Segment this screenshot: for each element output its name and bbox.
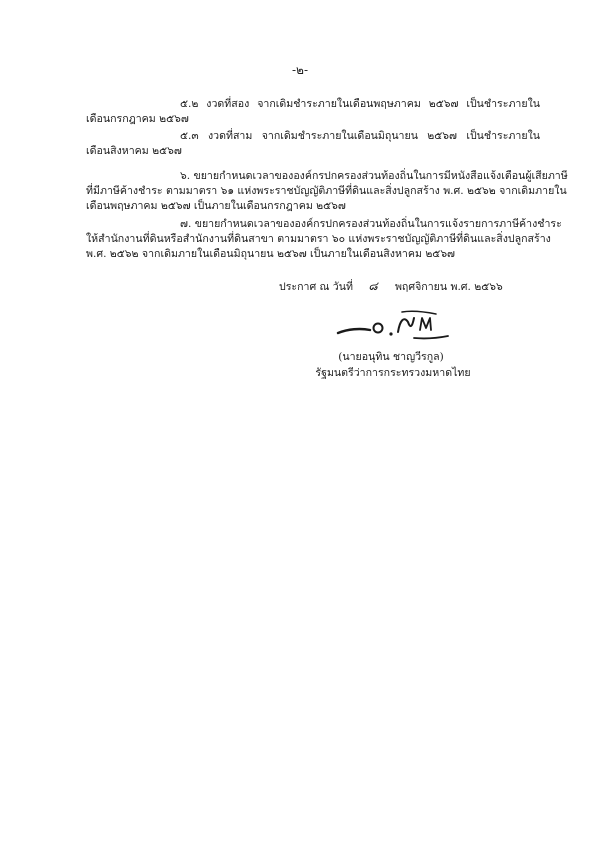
announcement-date	[279, 277, 503, 296]
clause-6	[86, 169, 568, 214]
clause-5-3	[86, 129, 540, 159]
clause-line: ๕.๓ งวดที่สาม จากเดิมชำระภายในเดือนมิถุนายน ๒๕๖๗ เป็นชำระภายใน	[180, 130, 540, 142]
clause-line: ให้สำนักงานที่ดินหรือสำนักงานที่ดินสาขา ตามมาตรา ๖๐ แห่งพระราชบัญญัติภาษีที่ดินและสิ่งปลูกสร้าง	[86, 233, 551, 245]
signatory-name: (นายอนุทิน ชาญวีรกูล)	[338, 351, 444, 363]
page-number: -๒-	[291, 63, 309, 77]
clause-line: ๕.๒ งวดที่สอง จากเดิมชำระภายในเดือนพฤษภาคม ๒๕๖๗ เป็นชำระภายใน	[180, 98, 540, 110]
clause-line: ๗. ขยายกำหนดเวลาขององค์กรปกครองส่วนท้องถิ่นในการแจ้งรายการภาษีค้างชำระ	[180, 218, 562, 230]
clause-7	[86, 217, 562, 262]
clause-line: เดือนพฤษภาคม ๒๕๖๗ เป็นภายในเดือนกรกฎาคม ๒๕๖๗	[86, 200, 346, 212]
date-day: ๘	[368, 279, 378, 293]
date-prefix: ประกาศ ณ วันที่	[279, 281, 353, 293]
clause-5-2	[86, 97, 540, 127]
clause-line: ที่มีภาษีค้างชำระ ตามมาตรา ๖๑ แห่งพระราชบัญญัติภาษีที่ดินและสิ่งปลูกสร้าง พ.ศ. ๒๕๖๒ จากเดิมภายใน	[86, 185, 567, 197]
signatory-title: รัฐมนตรีว่าการกระทรวงมหาดไทย	[315, 367, 471, 379]
clause-line: เดือนสิงหาคม ๒๕๖๗	[86, 145, 182, 157]
clause-line: เดือนกรกฎาคม ๒๕๖๗	[86, 113, 189, 125]
clause-line: พ.ศ. ๒๕๖๒ จากเดิมภายในเดือนมิถุนายน ๒๕๖๗ เป็นภายในเดือนสิงหาคม ๒๕๖๗	[86, 248, 456, 260]
date-month-year: พฤศจิกายน พ.ศ. ๒๕๖๖	[394, 281, 503, 293]
clause-line: ๖. ขยายกำหนดเวลาขององค์กรปกครองส่วนท้องถิ่นในการมีหนังสือแจ้งเตือนผู้เสียภาษี	[180, 170, 568, 182]
handwritten-signature	[334, 308, 454, 346]
